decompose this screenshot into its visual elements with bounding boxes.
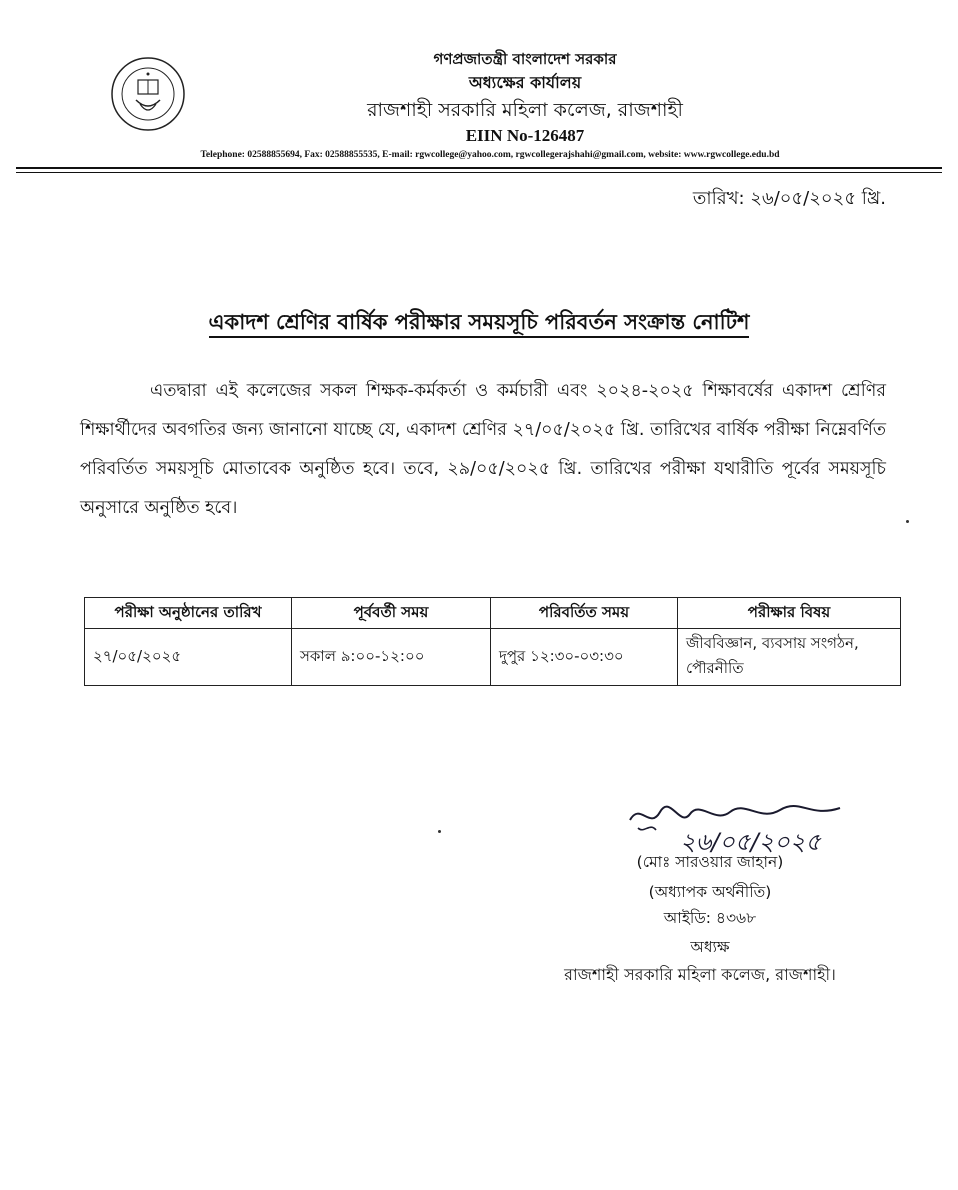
signatory-designation: (অধ্যাপক অর্থনীতি) [648,883,772,901]
signatory-id: আইডি: ৪৩৬৮ [663,909,757,927]
office-name: অধ্যক্ষের কার্যালয় [468,73,582,92]
header-divider-thick [16,167,942,169]
signatory-role: অধ্যক্ষ [690,938,730,956]
table-header-row [85,598,901,629]
signatory-name: (মোঃ সারওয়ার জাহান) [636,853,784,871]
notice-body: এতদ্বারা এই কলেজের সকল শিক্ষক-কর্মকর্তা ও কর্মচারী এবং ২০২৪-২০২৫ শিক্ষাবর্ষের একাদশ শ্রেণির শিক্ষার্থীদের অবগতির জন্য জানানো যাচ্ছে যে, একাদশ শ্রেণির ২৭/০৫/২০২৫ খ্রি. তারিখের বার্ষিক পরীক্ষা নিম্নেবর্ণিত পরিবর্তিত সময়সূচি মোতাবেক অনুষ্ঠিত হবে। তবে, ২৯/০৫/২০২৫ খ্রি. তারিখের পরীক্ষা যথারীতি পূর্বের সময়সূচি অনুসারে অনুষ্ঠিত হবে। [80,381,886,518]
government-name: গণপ্রজাতন্ত্রী বাংলাদেশ সরকার [433,50,617,68]
cell-changed-time: দুপুর ১২:৩০-০৩:৩০ [491,629,678,686]
speck [906,520,909,523]
header-exam-date: পরীক্ষা অনুষ্ঠানের তারিখ [85,598,292,629]
notice-title [0,306,958,341]
contact-line: Telephone: 02588855694, Fax: 02588855535, E-mail: rgwcollege@yahoo.com, rgwcollegerajshahi@gmail.com, website: www.rgwcollege.edu.bd [200,150,780,160]
eiin-number: EIIN No-126487 [465,126,585,145]
notice-title-text: একাদশ শ্রেণির বার্ষিক পরীক্ষার সময়সূচি পরিবর্তন সংক্রান্ত নোটিশ [209,310,750,338]
notice-date: তারিখ: ২৬/০৫/২০২৫ খ্রি. [692,188,886,209]
handwritten-date: ২৬/০৫/২০২৫ [680,828,821,856]
cell-exam-subject: জীববিজ্ঞান, ব্যবসায় সংগঠন, পৌরনীতি [678,629,901,686]
cell-previous-time: সকাল ৯:০০-১২:০০ [292,629,491,686]
header-previous-time: পূর্ববর্তী সময় [292,598,491,629]
header-divider-thin [16,172,942,173]
speck [438,830,441,833]
college-seal-logo [110,56,186,132]
header-changed-time: পরিবর্তিত সময় [491,598,678,629]
college-name: রাজশাহী সরকারি মহিলা কলেজ, রাজশাহী [367,99,683,121]
cell-exam-date: ২৭/০৫/২০২৫ [85,629,292,686]
schedule-table [84,597,901,686]
table-row [85,629,901,686]
header-exam-subject: পরীক্ষার বিষয় [678,598,901,629]
signatory-institution: রাজশাহী সরকারি মহিলা কলেজ, রাজশাহী। [564,965,836,984]
